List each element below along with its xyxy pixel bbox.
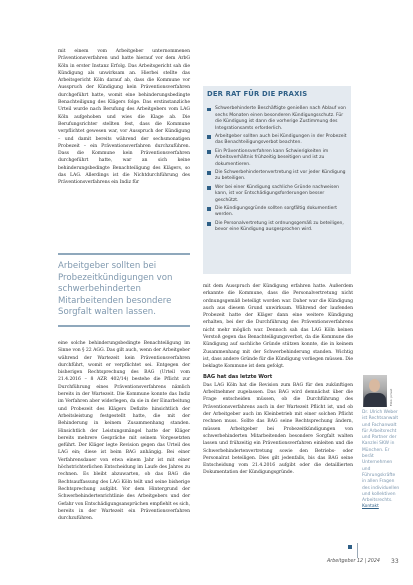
article-paragraph: eine solche behinderungsbedingte Benachteiligung im Sinne von § 22 AGG. Das gilt auch, wenn der Arbeitgeber während der Wartezeit kein Präventionsverfahren durchführt, womit er verpflichtet sei. Entgegen der bisherigen Rechtsprechung des BAG (Urteil vom 21.4.2016 – 8 AZR 402/14) bestehe die Pflicht zur Durchführung eines Präventionsverfahrens nämlich bereits in der Wartezeit. Die Kommune konnte das Indiz im Verfahren aber widerlegen, da sie in der Einarbeitung und Probezeit des Klägers Defizite hinsichtlich der Arbeitsleistung festgestellt hatte, die mit der Behinderung in keinem Zusammenhang standen. Hinsichtlich der Leistungsmängel hatte der Kläger bereits mehrere Gespräche mit seinem Vorgesetzten geführt. Der Kläger legte Revision gegen das Urteil des LAG ein; diese ist beim BAG anhängig. Bei einer Verfahrensdauer von etwa einem Jahr ist mit einer höchstrichterlichen Entscheidung im Laufe des Jahres zu rechnen. Es bleibt abzuwarten, ob das BAG die Rechtsauffassung des LAG Köln teilt und seine bisherige Rechtsprechung aufgibt. Vor dem Hintergrund der Schwerbehindertenrichtlinie des Arbeitgebers und der Gefahr von Entschädigungsansprüchen empfiehlt es sich, bereits in der Wartezeit ein Präventionsverfahren durchzuführen.	[58, 341, 190, 522]
article-column-right	[203, 283, 353, 477]
author-suit	[364, 393, 386, 407]
practice-tip-item: Schwerbehinderte Beschäftigte genießen nach Ablauf von sechs Monaten einen besonderen Kündigungsschutz. Für die Kündigung ist dann die vorherige Zustimmung des Integrationsamts erforderlich.	[207, 106, 347, 132]
article-paragraph: mit einem vom Arbeitgeber unternommenen Präventionsverfahren und hatte hierauf vor dem ArbG Köln in erster Instanz Erfolg. Das Arbeitsgericht sah die Kündigung als unwirksam an. Hierbei stellte das Arbeitsgericht Köln darauf ab, dass die Kommune vor Ausspruch der Kündigung kein Präventionsverfahren durchgeführt hatte, womit eine behinderungsbedingte Benachteiligung des Klägers folge. Das erstinstanzliche Urteil wurde nach Berufung des Arbeitgebers vom LAG Köln aufgehoben und wies die Klage ab. Die Berufungsrichter stellten fest, dass die Kommune verpflichtet gewesen war, vor Ausspruch der Kündigung – und damit bereits während der sechsmonatigen Probezeit – ein Präventionsverfahren durchzuführen. Dass die Kommune kein Präventionsverfahren durchgeführt hatte, war an sich keine behinderungsbedingte Benachteiligung des Klägers, so das LAG. Allerdings ist die Nichtdurchführung des Präventionsverfahrens ein Indiz für	[58, 49, 190, 186]
practice-tips-box	[203, 86, 351, 274]
practice-tip-item: Die Schwerbehindertenvertretung ist vor jeder Kündigung zu beteiligen.	[207, 170, 347, 183]
square-bullet-icon	[207, 222, 211, 226]
practice-tip-item: Die Personalvertretung ist ordnungsgemäß zu beteiligen, bevor eine Kündigung ausgesprochen wird.	[207, 221, 347, 234]
practice-tips-title: DER RAT FÜR DIE PRAXIS	[207, 90, 308, 98]
square-bullet-icon	[207, 186, 211, 190]
photo-credit: Foto: privat	[389, 388, 393, 406]
footer-divider	[357, 543, 358, 558]
practice-tip-item: Arbeitgeber sollten auch bei Kündigungen in der Probezeit das Benachteiligungsverbot beachten.	[207, 134, 347, 147]
practice-tip-item: Die Kündigungsgründe sollten sorgfältig dokumentiert werden.	[207, 206, 347, 219]
page-number: 33	[391, 558, 399, 565]
author-bio-text: Dr. Ulrich Weber ist Rechtsanwalt und Fachanwalt für Arbeitsrecht und Partner der Kanzlei SKW in München. Er berät Unternehmen und Führungskräfte in allen Fragen des individuellen und kollektiven Arbeitsrechts.	[362, 410, 400, 504]
square-bullet-icon	[207, 171, 211, 175]
square-bullet-icon	[207, 207, 211, 211]
section-subheading: BAG hat das letzte Wort	[203, 373, 273, 380]
article-column-left-bottom	[58, 340, 190, 522]
square-bullet-icon	[207, 135, 211, 139]
author-photo	[363, 375, 387, 407]
footer-issue: Arbeitgeber 12 | 2024	[327, 559, 380, 564]
practice-tip-item: Wer bei einer Kündigung sachliche Gründe nachweisen kann, ist vor Entschädigungsforderungen besser geschützt.	[207, 185, 347, 205]
article-end-square-icon	[348, 545, 352, 549]
author-face	[369, 379, 380, 392]
practice-tip-item: Ein Präventionsverfahren kann Schwierigkeiten im Arbeitsverhältnis frühzeitig beseitigen und ist zu dokumentieren.	[207, 149, 347, 169]
practice-tips-list	[207, 106, 347, 235]
square-bullet-icon	[207, 108, 211, 112]
article-paragraph: Das LAG Köln hat die Revision zum BAG für den zukünftigen Arbeitnehmer zugelassen. Das BAG wird demnächst über die Frage entscheiden müssen, ob die Durchführung des Präventionsverfahrens auch in der Wartezeit Pflicht ist, und ob der Arbeitgeber auch im Kleinbetrieb mit einer solchen Pflicht rechnen muss. Sollte das BAG seine Rechtsprechung ändern, müssen Arbeitgeber bei Probezeitkündigungen von schwerbehinderten Mitarbeitenden besondere Sorgfalt walten lassen und frühzeitig ein Präventionsverfahren einleiten und die Schwerbehindertenvertretung sowie den Betriebs- oder Personalrat beteiligen. Dies gilt jedenfalls, bis das BAG seine Entscheidung vom 21.4.2016 aufgibt oder die detaillierten Dokumentation der Kündigungsgründe.	[203, 382, 353, 476]
article-column-left-top	[58, 48, 190, 187]
author-bio	[362, 410, 400, 511]
square-bullet-icon	[207, 150, 211, 154]
author-contact-link[interactable]: Kontakt	[362, 504, 379, 510]
pull-quote: Arbeitgeber sollten bei Probezeitkündigungen von schwerbehinderten Mitarbeitenden besondere Sorgfalt walten lassen.	[58, 253, 190, 327]
article-paragraph: mit dem Ausspruch der Kündigung erfahren hatte. Außerdem erkannte die Kommune, dass die Personalvertretung nicht ordnungsgemäß beteiligt worden war. Daher war die Kündigung auch aus diesem Grund unwirksam. Während der laufenden Probezeit hatte der Kläger dann eine weitere Kündigung erhalten, bei der die Durchführung des Präventionsverfahrens nicht mehr möglich war. Dennoch sah das LAG Köln keinen Verstoß gegen das Benachteiligungsverbot, da die Kommune die Kündigung auf sachliche Gründe stützen konnte, die in keinem Zusammenhang mit der Schwerbehinderung standen. Wichtig ist, dass andere Gründe für die Kündigung vorliegen müssen. Die beklagte Kommune ist dem gefolgt.	[203, 284, 353, 370]
